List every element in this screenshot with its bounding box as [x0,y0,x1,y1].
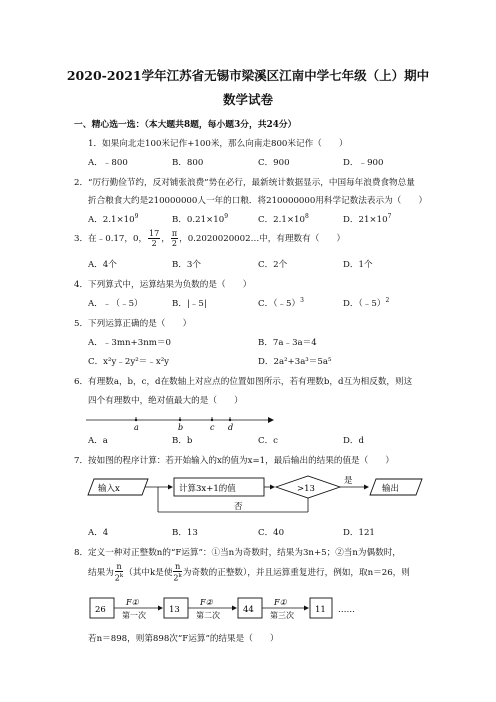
number-line [84,410,274,432]
fraction-n-over-2k: $\frac{n}{2^k}$ [114,562,124,583]
q6-option-a: A．a [88,436,108,446]
q2-stem-line1: 2．“厉行勤俭节约，反对铺张浪费”势在必行，最新统计数据显示，中国每年浪费食物总量 [74,178,415,188]
q6-stem-line1: 6．有理数a，b，c，d在数轴上对应点的位置如图所示，若有理数b，d互为相反数，则这 [74,377,413,387]
step-label-3: 第三次 [270,611,294,620]
compute-label: 计算3x+1的值 [179,484,236,494]
q4-option-b: B．|﹣5| [172,299,207,309]
q3-option-d: D．1个 [343,260,373,270]
point-label-c: c [210,423,215,432]
q1-option-a: A．﹣800 [88,158,128,168]
chain-ellipsis: …… [338,605,355,615]
step-label-1: 第一次 [122,611,146,620]
step-label-2: 第二次 [196,611,220,620]
q7-stem: 7．按如图的程序计算：若开始输入的x的值为x=1，最后输出的结果的值是（ ） [74,456,395,466]
q5-option-b: B．7a﹣3a＝4 [258,338,317,348]
no-label: 否 [234,502,243,512]
q4-option-d: D．（﹣5）$^2$ [343,297,390,309]
q7-option-c: C．40 [258,528,285,538]
q8-stem-line1: 8．定义一种对正整数n的“F运算”：①当n为奇数时，结果为3n+5；②当n为偶数时， [74,548,401,558]
q6-option-c: C．c [258,436,278,446]
point-label-a: a [134,423,139,432]
q7-option-a: A．4 [88,528,109,538]
chain-value-3: 44 [243,605,254,615]
fraction-17-over-2: $\frac{17}{2}$ [149,229,160,248]
point-label-d: d [228,423,234,432]
q5-option-a: A．﹣3mn+3nm＝0 [88,338,171,348]
condition-label: >13 [297,484,315,494]
point-label-b: b [178,423,184,432]
title-line-2: 数学试卷 [222,92,273,107]
q2-option-d: D．$21\times 10^7$ [343,213,392,225]
fraction-pi-over-2: $\frac{\pi}{2}$ [171,229,178,248]
yes-label: 是 [344,476,353,486]
q7-option-b: B．13 [172,528,198,538]
section-heading: 一、精心选一选：（本大题共8题，每小题3分，共24分） [74,120,297,130]
q8-stem-line3: 若n＝898，则第898次“F运算”的结果是（ ） [88,634,279,644]
chain-value-2: 13 [169,605,180,615]
q6-option-b: B．b [172,436,193,446]
q2-option-c: C．$2.1\times 10^8$ [258,213,309,225]
q5-option-d: D．2a²+3a³＝5a⁵ [258,357,332,367]
chain-value-4: 11 [315,605,326,615]
q5-stem: 5．下列运算正确的是（ ） [74,319,192,329]
program-flowchart [86,472,426,522]
q5-option-c: C．x²y﹣2y²＝﹣x²y [88,357,170,367]
output-label: 输出 [382,484,400,494]
op-label-1: F① [126,598,139,607]
op-label-2: F② [200,598,213,607]
fraction-n-over-2k-2: $\frac{n}{2^k}$ [173,562,182,583]
op-label-3: F① [274,598,287,607]
q3-option-c: C．2个 [258,260,288,270]
q8-stem-line2: 结果为 $\frac{n}{2^k}$ （其中k是使 $\frac{n}{2^k}$ 为奇数的正整数），并且运算重复进行，例如，取n＝26，则 [88,562,410,583]
q1-option-c: C．900 [258,158,290,168]
q6-option-d: D．d [343,436,364,446]
q3-stem: 3．在﹣0.17，0， $\frac{17}{2}$ ， $\frac{\pi}{2}$ ，0.2020020002…中，有理数有（ ） [74,229,346,248]
q3-option-b: B．3个 [172,260,201,270]
q3-option-a: A．4个 [88,260,117,270]
q1-stem: 1．如果向北走100米记作+100米，那么向南走800米记作（ ） [88,139,348,149]
f-operation-chain [86,594,366,626]
q1-option-b: B．800 [172,158,204,168]
q6-stem-line2: 四个有理数中，绝对值最大的是（ ） [88,396,243,406]
q7-option-d: D．121 [343,528,375,538]
q4-option-c: C．（﹣5）$^3$ [258,297,304,309]
q4-stem: 4．下列算式中，运算结果为负数的是（ ） [74,280,252,290]
q2-option-a: A．$2.1\times 10^9$ [88,213,139,225]
q1-option-d: D．﹣900 [343,158,384,168]
input-label: 输入x [98,484,120,494]
chain-value-1: 26 [95,605,106,615]
q2-option-b: B．$0.21\times 10^9$ [172,213,229,225]
q4-option-a: A．﹣（﹣5） [88,299,143,309]
title-line-1: 2020-2021学年江苏省无锡市梁溪区江南中学七年级（上）期中 [66,68,430,83]
q2-stem-line2: 折合粮食大约是210000000人一年的口粮．将210000000用科学记数法表示为（ ） [88,196,428,206]
